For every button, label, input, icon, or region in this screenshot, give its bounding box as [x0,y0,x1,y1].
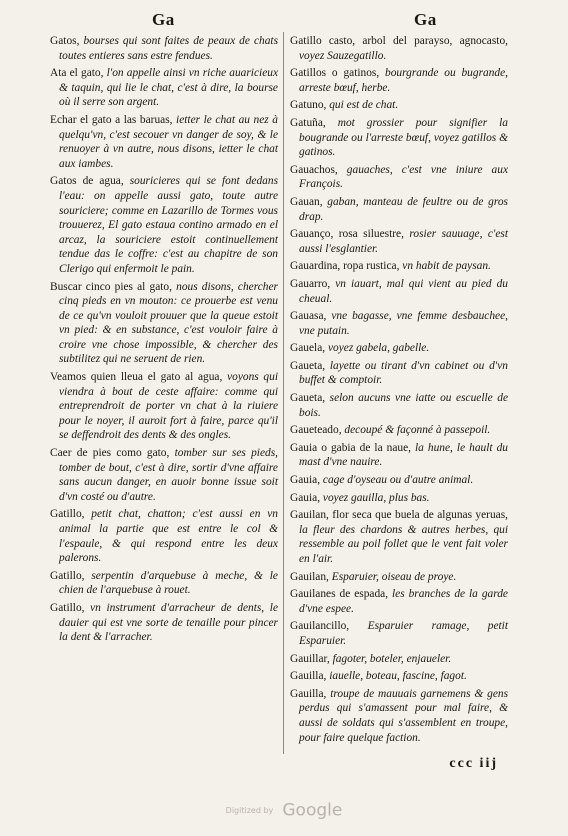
dictionary-entry [50,34,278,63]
signature-mark: ccc iij [449,756,498,771]
entry-headword: Gaueteado, [290,424,342,437]
running-head-left: Ga [152,10,175,29]
entry-definition: la fleur des chardons & autres herbes, qui ressemble au poil follet que le vent fait voler en l'air. [299,523,508,565]
entry-headword: Gauia, [290,474,321,487]
entry-headword: Gauilancillo, [290,620,350,633]
entry-definition: layette ou tirant d'vn cabinet ou d'vn buffet & comptoir. [299,359,508,387]
entry-definition: vn iauart, mal qui vient au pied du cheual. [299,277,508,305]
entry-definition: Esparuier, oiseau de proye. [328,570,457,583]
dictionary-entry [50,446,278,504]
entry-definition: petit chat, chatton; c'est aussi en vn animal la partie que est entre le col & l'espaule, & qui respond entre les deux palerons. [59,508,278,565]
dictionary-entry [290,227,508,256]
entry-headword: Veamos quien lleua el gato al agua, [50,371,223,384]
entry-headword: Gauilla, [290,670,327,683]
dictionary-entry [290,473,508,488]
entry-headword: Gauilanes de espada, [290,588,389,601]
dictionary-entry [290,508,508,566]
entry-definition: l'on appelle ainsi vn riche auaricieux & taquin, qui lie le chat, c'est à dire, la bourse où il serre son argent. [59,67,279,109]
dictionary-entry [290,341,508,356]
entry-headword: Gatuno, [290,99,327,112]
entry-definition: vn instrument d'arracheur de dents, le dauier qui est vne sorte de tenaille pour pincer la dent & l'arracher. [59,601,278,644]
dictionary-entry [290,391,508,420]
entry-definition: la hune, le hault du mast d'vne nauire. [299,441,508,469]
entry-headword: Gauachos, [290,163,338,176]
google-logo: Google [282,800,343,821]
dictionary-entry [290,66,508,95]
entry-headword: Gauilan, [290,570,329,583]
entry-headword: Gatillos o gatinos, [290,67,380,80]
dictionary-entry [290,116,508,160]
dictionary-entry [290,98,508,113]
dictionary-entry [50,370,278,443]
entry-definition: qui est de chat. [326,99,399,112]
dictionary-entry [290,309,508,338]
running-head-right: Ga [414,10,437,29]
entry-definition: voyez gauilla, plus bas. [320,491,430,504]
entry-headword: Caer de pies como gato, [50,447,170,460]
entry-headword: Gaueta, [290,392,326,405]
entry-headword: Gaueta, [290,359,326,372]
left-column [50,34,278,648]
entry-definition: rosier sauuage, c'est aussi l'esglantier. [299,228,508,255]
entry-headword: Gatillo casto, arbol del parayso, agnocasto, [290,35,508,47]
dictionary-entry [290,359,508,388]
entry-definition: troupe de mauuais garnemens & gens perdus qui s'amassent pour mal faire, & aussi de soldats qui s'assemblent en troupe, pour faire quelque faction. [299,687,508,744]
entry-headword: Gatillo, [50,569,85,582]
dictionary-entry [290,652,508,667]
dictionary-entry [290,619,508,648]
entry-headword: Ata el gato, [50,67,104,80]
entry-headword: Buscar cinco pies al gato, [50,280,172,293]
entry-definition: bourgrande ou bugrande, arreste bœuf, herbe. [299,67,508,94]
digitized-footer [0,800,568,821]
entry-headword: Gauillar, [290,652,330,665]
entry-headword: Gauanço, rosa siluestre, [290,228,404,241]
dictionary-entry [290,491,508,506]
entry-definition: gauaches, c'est vne iniure aux François. [299,163,508,191]
entry-headword: Gauasa, [290,310,327,323]
entry-definition: vn habit de paysan. [399,260,491,273]
entry-definition: les branches de la garde d'vne espee. [299,588,508,615]
dictionary-entry [50,280,278,368]
entry-headword: Gauarro, [290,277,331,290]
entry-headword: Gauia o gabia de la naue, [290,441,411,454]
dictionary-entry [290,259,508,274]
entry-definition: voyez gabela, gabelle. [325,342,430,355]
dictionary-entry [290,669,508,684]
entry-headword: Gauilla, [290,687,327,700]
entry-definition: mot grossier pour signifier la bougrande ou l'arreste bœuf, voyez gatillos & gatinos. [299,116,508,159]
entry-definition: gaban, manteau de feultre ou de gros drap. [299,195,508,223]
entry-headword: Gauardina, ropa rustica, [290,260,400,273]
dictionary-entry [50,507,278,565]
dictionary-entry [50,569,278,598]
dictionary-entry [290,195,508,224]
dictionary-entry [290,441,508,470]
entry-headword: Gauela, [290,342,326,355]
entry-definition: nous disons, chercher cinq pieds en vn mouton: ce prouerbe est venu de ce qu'vn vouloit prouuer que la queue estoit vn pied: & en substance, c'est vouloir faire à croire vne chose impossible, & chercher des subtilitez qui ne seruent de rien. [59,280,278,366]
entry-definition: fagoter, boteler, enjaueler. [329,652,452,665]
entry-definition: voyez Sauzegatillo. [299,49,387,62]
entry-headword: Gatuña, [290,116,326,129]
entry-definition: selon aucuns vne iatte ou escuelle de bois. [299,392,508,419]
entry-definition: decoupé & façonné à passepoil. [341,424,491,437]
dictionary-entry [290,687,508,745]
entry-definition: cage d'oyseau ou d'autre animal. [320,474,474,487]
entry-definition: ietter le chat au nez à quelqu'vn, c'est secouer vn danger de soy, & le renuoyer à vn autre, nous disons, ietter le chat aux iambes. [59,113,278,170]
dictionary-entry [50,113,278,171]
dictionary-entry [50,66,278,110]
entry-headword: Gatillo, [50,601,85,614]
dictionary-entry [50,601,278,645]
dictionary-entry [290,163,508,192]
right-column [290,34,508,748]
entry-headword: Gauilan, flor seca que buela de algunas yeruas, [290,509,508,522]
digitized-label: Digitized by [225,806,274,815]
entry-headword: Gauan, [290,195,323,208]
dictionary-entry [290,423,508,438]
entry-headword: Echar el gato a las baruas, [50,113,173,126]
column-divider [283,32,284,754]
entry-definition: souricieres qui se font dedans l'eau: on appelle aussi gato, toute autre souriciere; comme en Lazarillo de Tormes vous trouuerez, El gato estaua contino armado en el arcaz, la souriciere estoit continuellement tendue das le coffre: c'est au chapitre de son Clerigo qui enfermoit le pain. [59,175,278,275]
entry-definition: voyons qui viendra à bout de ceste affaire: comme qui entreprendroit de porter vn chat à la riuiere pour le noyer, il auroit fort à faire, parce qu'il se deffendroit des dents & des ongles. [59,371,278,442]
entry-headword: Gatos de agua, [50,175,124,188]
entry-definition: serpentin d'arquebuse à meche, & le chien de l'arquebuse à rouet. [59,569,278,597]
dictionary-entry [290,587,508,616]
entry-headword: Gauia, [290,491,321,504]
dictionary-entry [290,570,508,585]
entry-definition: Esparuier ramage, petit Esparuier. [299,620,508,647]
entry-definition: iauelle, boteau, fascine, fagot. [326,670,467,683]
dictionary-entry [50,174,278,276]
entry-definition: tomber sur ses pieds, tomber de bout, c'est à dire, sortir d'vne affaire sans aucun danger, en auoir bonne issue soit d'vn costé ou d'autre. [59,447,278,503]
entry-headword: Gatillo, [50,508,85,521]
entry-definition: bourses qui sont faites de peaux de chats toutes entieres sans estre fendues. [59,35,278,62]
entry-definition: vne bagasse, vne femme desbauchee, vne putain. [299,310,508,337]
dictionary-entry [290,34,508,63]
dictionary-entry [290,277,508,306]
entry-headword: Gatos, [50,35,80,47]
